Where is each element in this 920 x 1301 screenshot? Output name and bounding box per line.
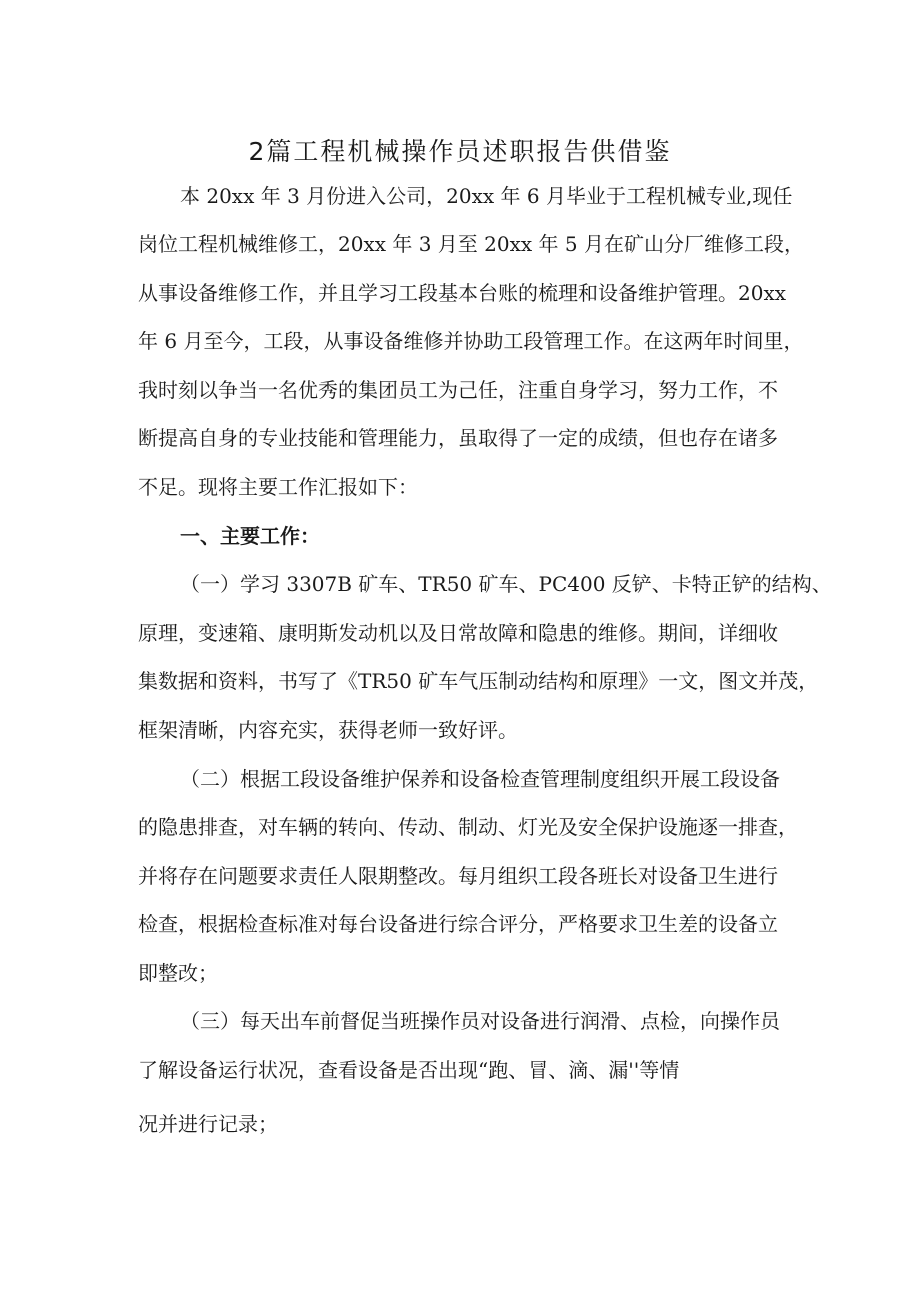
paragraph-line: 年 6 月至今，工段，从事设备维修并协助工段管理工作。在这两年时间里， bbox=[138, 329, 804, 353]
paragraph-line: 原理，变速箱、康明斯发动机以及日常故障和隐患的维修。期间，详细收 bbox=[138, 621, 778, 645]
paragraph-line: 况并进行记录； bbox=[138, 1112, 278, 1136]
paragraph-line: （一）学习 3307B 矿车、TR50 矿车、PC400 反铲、卡特正铲的结构、 bbox=[180, 572, 832, 596]
paragraph-line: （二）根据工段设备维护保养和设备检查管理制度组织开展工段设备 bbox=[180, 767, 780, 791]
paragraph-line: 并将存在问题要求责任人限期整改。每月组织工段各班长对设备卫生进行 bbox=[138, 864, 778, 888]
paragraph-line: 从事设备维修工作，并且学习工段基本台账的梳理和设备维护管理。20xx bbox=[138, 281, 787, 305]
paragraph-line: 本 20xx 年 3 月份进入公司，20xx 年 6 月毕业于工程机械专业,现任 bbox=[180, 184, 793, 208]
document-title: 2篇工程机械操作员述职报告供借鉴 bbox=[248, 137, 672, 166]
paragraph-line: 岗位工程机械维修工，20xx 年 3 月至 20xx 年 5 月在矿山分厂维修工段， bbox=[138, 232, 804, 256]
paragraph-line: 框架清晰，内容充实，获得老师一致好评。 bbox=[138, 718, 518, 742]
paragraph-line: 的隐患排查，对车辆的转向、传动、制动、灯光及安全保护设施逐一排查， bbox=[138, 815, 798, 839]
section-heading: 一、主要工作： bbox=[180, 524, 320, 548]
paragraph-line: 我时刻以争当一名优秀的集团员工为己任，注重自身学习，努力工作，不 bbox=[138, 378, 778, 402]
paragraph-line: 即整改； bbox=[138, 961, 218, 985]
paragraph-line: 不足。现将主要工作汇报如下： bbox=[138, 475, 418, 499]
paragraph-line: 集数据和资料，书写了《TR50 矿车气压制动结构和原理》一文，图文并茂， bbox=[138, 669, 819, 693]
paragraph-line: 断提高自身的专业技能和管理能力，虽取得了一定的成绩，但也存在诸多 bbox=[138, 426, 778, 450]
paragraph-line: （三）每天出车前督促当班操作员对设备进行润滑、点检，向操作员 bbox=[180, 1009, 780, 1033]
paragraph-line: 检查，根据检查标准对每台设备进行综合评分，严格要求卫生差的设备立 bbox=[138, 912, 778, 936]
paragraph-line: 了解设备运行状况，查看设备是否出现“跑、冒、滴、漏''等情 bbox=[138, 1058, 680, 1082]
